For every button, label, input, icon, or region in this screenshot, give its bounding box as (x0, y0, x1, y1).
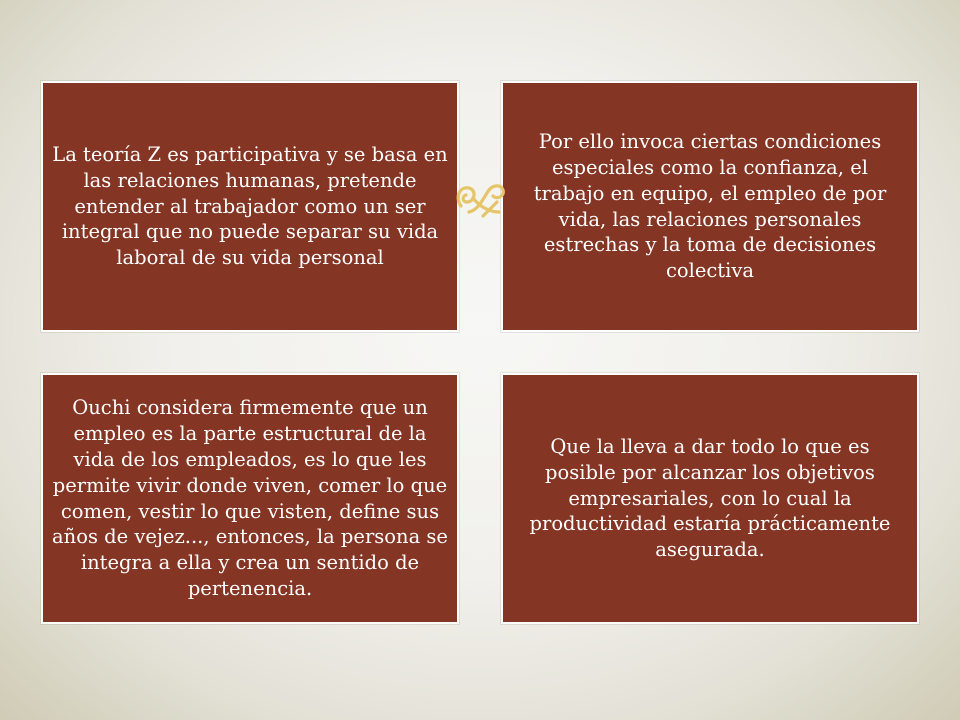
text-box-top-right-text: Por ello invoca ciertas condiciones especiales como la confianza, el trabajo en equipo, el empleo de por vida, las relaciones personales estrechas y la toma de decisiones colectiva (533, 129, 887, 283)
text-box-bottom-left (41, 373, 459, 624)
text-box-bottom-right (501, 373, 919, 624)
text-box-top-left (41, 81, 459, 332)
text-box-top-left-text: La teoría Z es participativa y se basa en las relaciones humanas, pretende entender al trabajador como un ser integral que no puede separar su vida laboral de su vida personal (52, 142, 448, 270)
fleuron-ornament-icon (453, 176, 507, 224)
text-box-bottom-left-text: Ouchi considera firmemente que un empleo es la parte estructural de la vida de los empleados, es lo que les permite vivir donde viven, comer lo que comen, vestir lo que visten, define sus años de vejez..., entonces, la persona se integra a ella y crea un sentido de pertenencia. (52, 395, 448, 601)
text-box-bottom-right-text: Que la lleva a dar todo lo que es posible por alcanzar los objetivos empresariales, con lo cual la productividad estaría prácticamente asegurada. (529, 434, 891, 562)
text-box-top-right (501, 81, 919, 332)
